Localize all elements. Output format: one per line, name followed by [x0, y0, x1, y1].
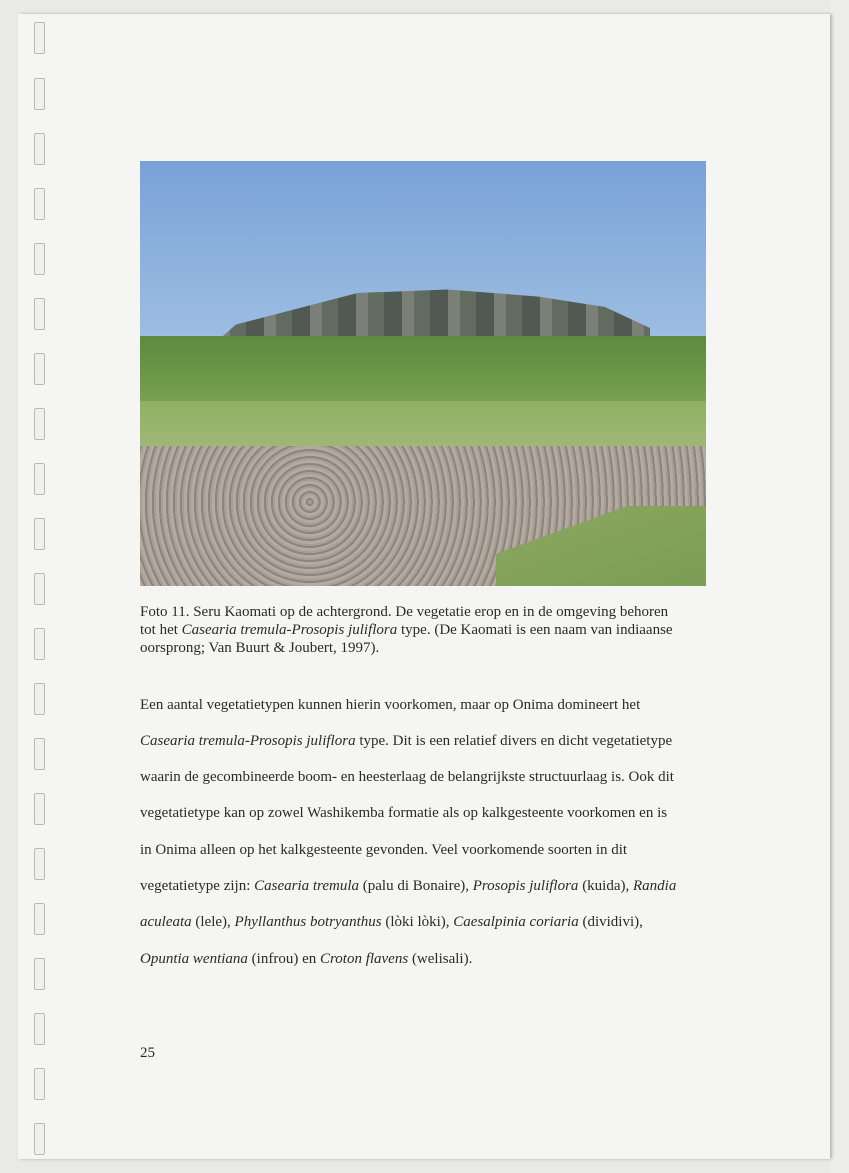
- binding-hole: [34, 848, 45, 880]
- body-text: waarin de gecombineerde boom- en heesterlaag de belangrijkste structuurlaag is. Ook dit: [140, 769, 674, 785]
- caption-text: tot het: [140, 622, 182, 638]
- body-text: Een aantal vegetatietypen kunnen hierin voorkomen, maar op Onima domineert het: [140, 697, 641, 713]
- binding-hole: [34, 518, 45, 550]
- species-name: Caesalpinia coriaria: [453, 914, 579, 930]
- page-number: 25: [140, 1045, 155, 1061]
- species-name: Casearia tremula: [254, 878, 359, 894]
- caption-text: Foto 11. Seru Kaomati op de achtergrond. De vegetatie erop en in de omgeving behoren: [140, 604, 669, 620]
- body-text: vegetatietype zijn:: [140, 878, 255, 894]
- binding-hole: [34, 243, 45, 275]
- species-name: aculeata: [140, 914, 192, 930]
- binding-hole: [34, 903, 45, 935]
- binding-hole: [34, 1013, 45, 1045]
- species-name: Phyllanthus botryanthus: [234, 914, 382, 930]
- binding-hole: [34, 22, 45, 54]
- binding-hole: [34, 353, 45, 385]
- body-text: (lele),: [191, 914, 235, 930]
- caption-line: [140, 639, 379, 657]
- body-text: (infrou) en: [247, 951, 320, 967]
- body-text: in Onima alleen op het kalkgesteente gevonden. Veel voorkomende soorten in dit: [140, 842, 628, 858]
- species-name: Croton flavens: [319, 951, 409, 967]
- binding-hole: [34, 793, 45, 825]
- binding-hole: [34, 1068, 45, 1100]
- binding-hole: [34, 408, 45, 440]
- body-line: [140, 877, 676, 895]
- binding-hole: [34, 683, 45, 715]
- body-line: [140, 913, 643, 931]
- caption-line: [140, 621, 673, 639]
- body-text: type. Dit is een relatief divers en dicht vegetatietype: [355, 733, 673, 749]
- body-text: (palu di Bonaire),: [359, 878, 473, 894]
- body-line: [140, 696, 640, 714]
- body-text: (welisali).: [408, 951, 473, 967]
- binding-hole: [34, 738, 45, 770]
- body-text: (dividivi),: [578, 914, 643, 930]
- binding-hole: [34, 573, 45, 605]
- body-line: [140, 768, 674, 786]
- binding-hole: [34, 1123, 45, 1155]
- body-text: vegetatietype kan op zowel Washikemba formatie als op kalkgesteente voorkomen en is: [140, 805, 668, 821]
- caption-species: Casearia tremula-Prosopis juliflora: [181, 622, 398, 638]
- body-text: (lòki lòki),: [381, 914, 454, 930]
- binding-hole: [34, 958, 45, 990]
- body-text: (kuida),: [578, 878, 634, 894]
- caption-line: [140, 603, 668, 621]
- species-name: Randia: [633, 878, 677, 894]
- binding-hole: [34, 628, 45, 660]
- scan-edge: [830, 0, 849, 1173]
- photo-grass-patch: [496, 506, 706, 586]
- body-line: [140, 804, 667, 822]
- body-line: [140, 950, 472, 968]
- binding-hole: [34, 78, 45, 110]
- binding-hole: [34, 463, 45, 495]
- species-name: Casearia tremula-Prosopis juliflora: [140, 733, 356, 749]
- caption-text: type. (De Kaomati is een naam van indiaanse: [397, 622, 673, 638]
- binding-hole: [34, 188, 45, 220]
- landscape-photo: [140, 161, 706, 586]
- species-name: Opuntia wentiana: [140, 951, 248, 967]
- binding-hole: [34, 298, 45, 330]
- binding-hole: [34, 133, 45, 165]
- species-name: Prosopis juliflora: [472, 878, 579, 894]
- body-line: [140, 841, 627, 859]
- body-line: [140, 732, 672, 750]
- caption-text: oorsprong; Van Buurt & Joubert, 1997).: [140, 640, 380, 656]
